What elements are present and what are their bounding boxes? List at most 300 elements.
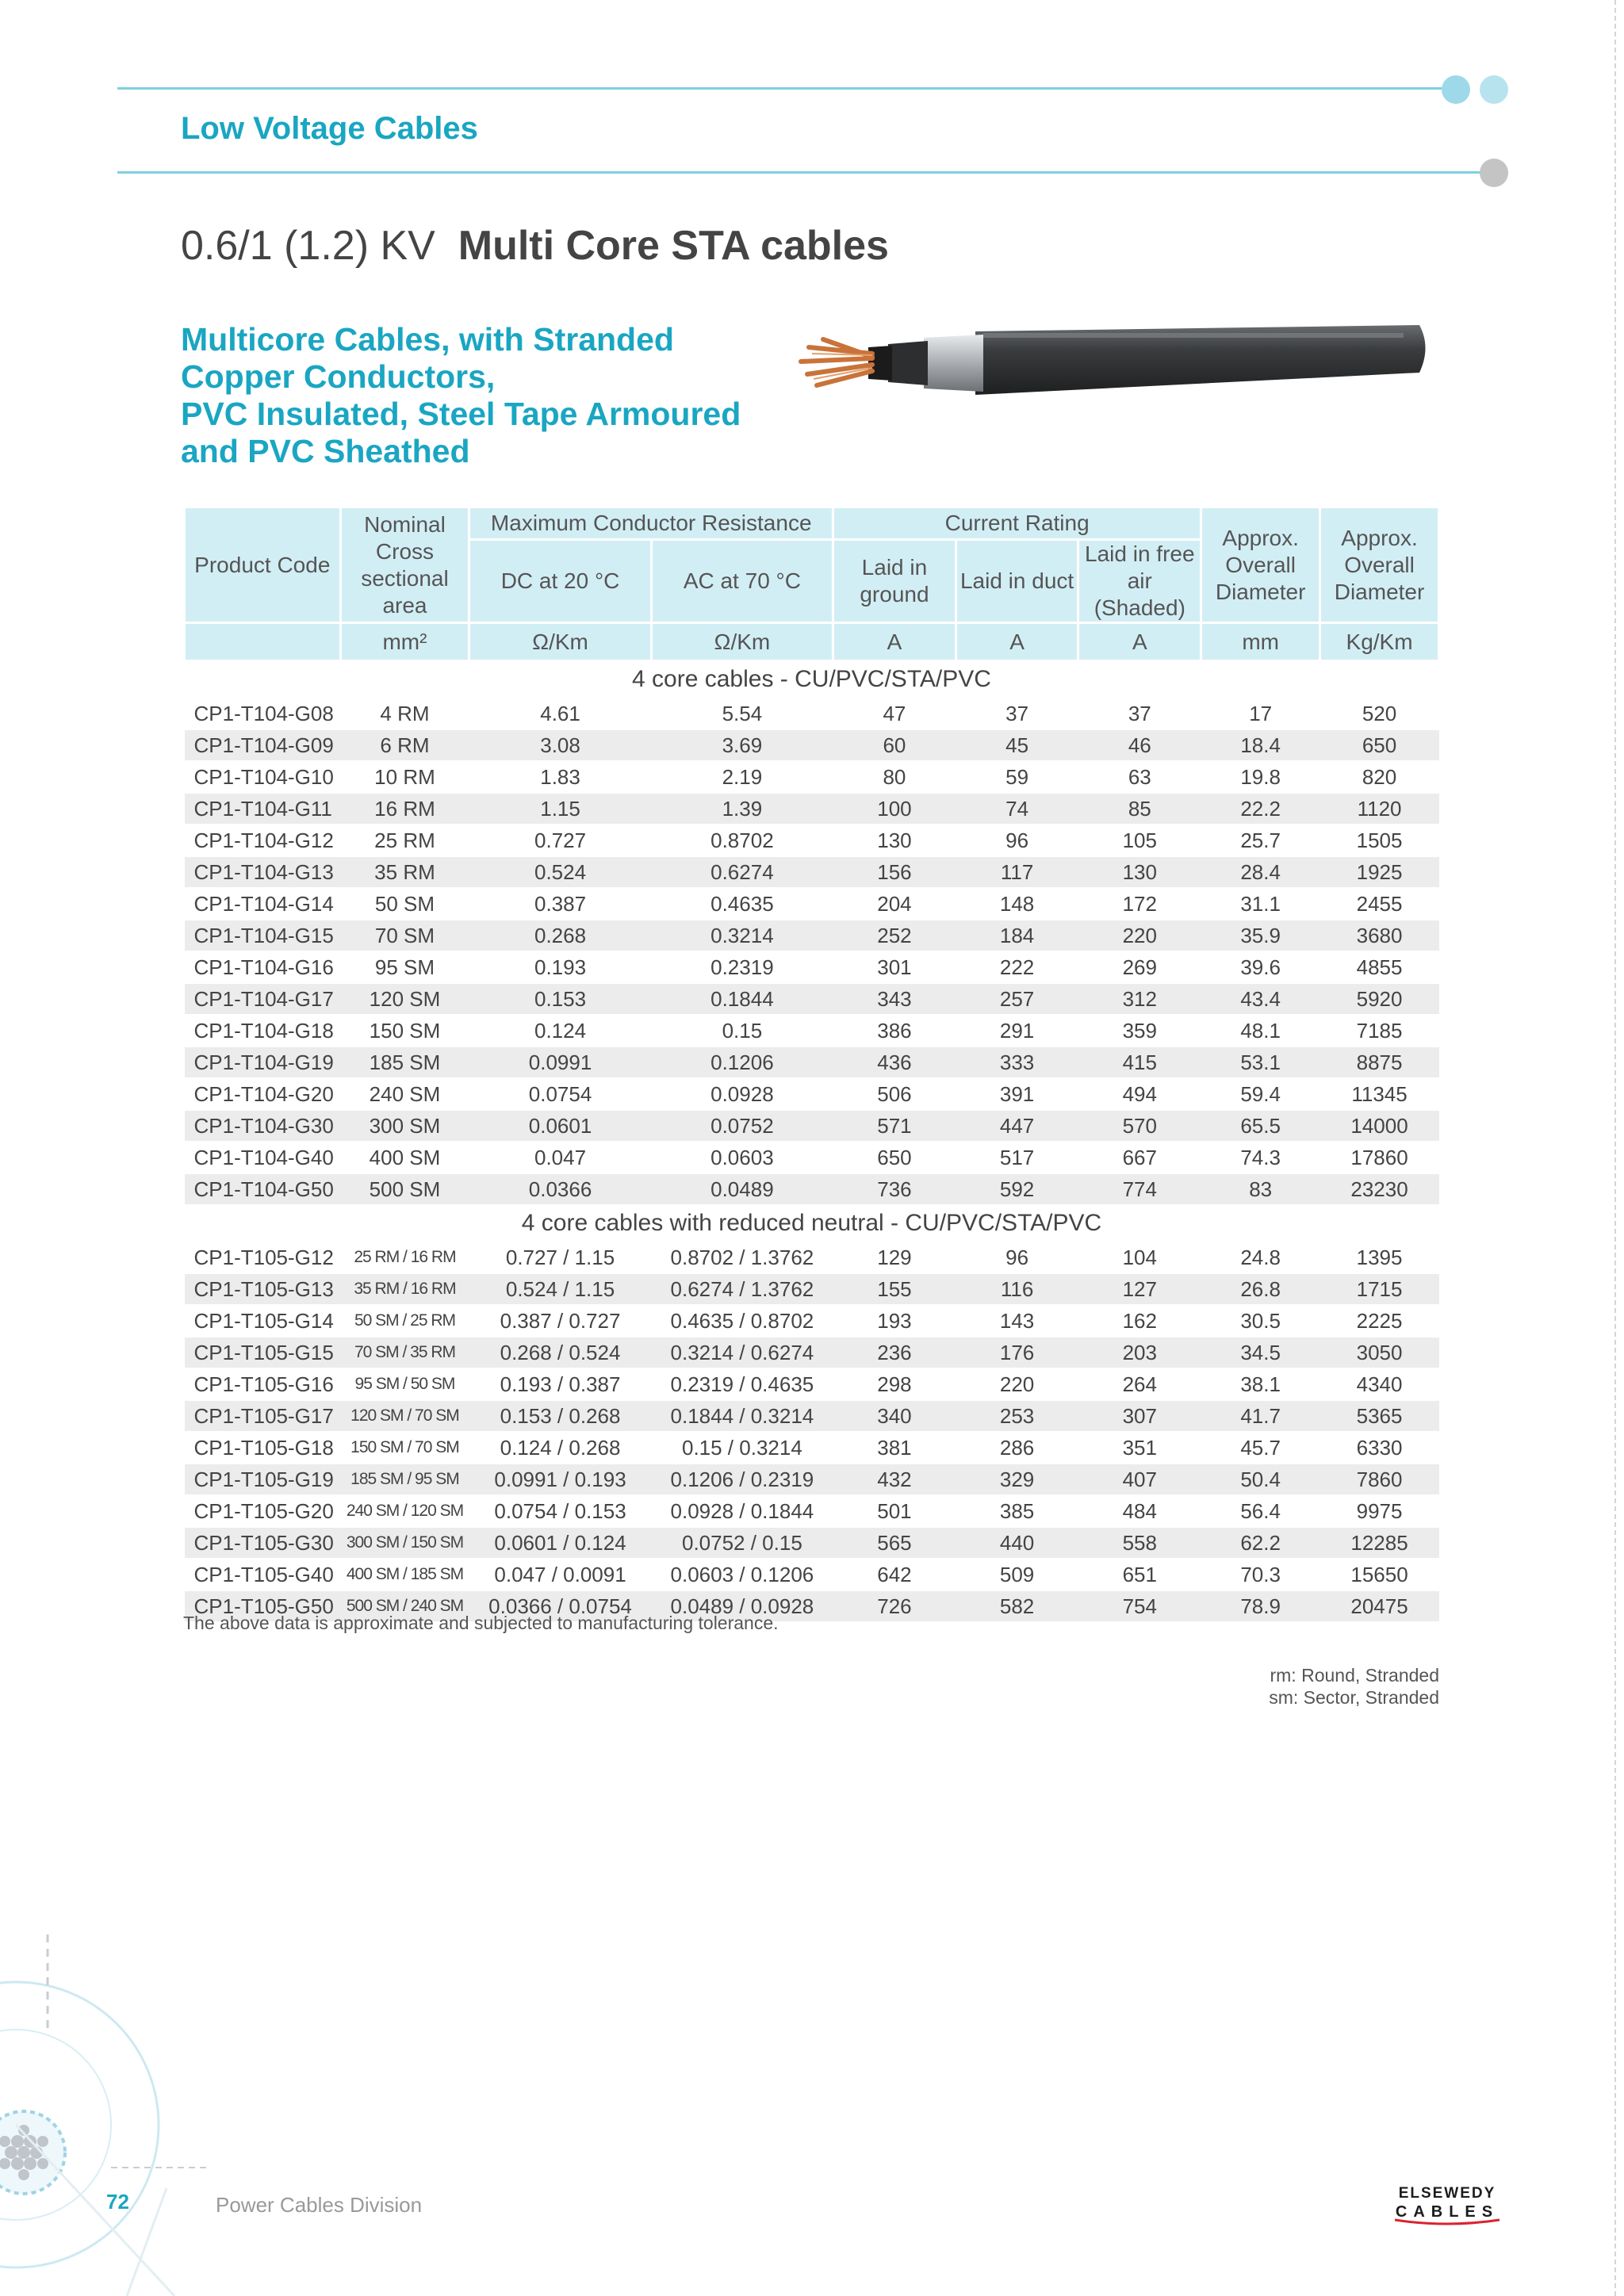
table-cell: CP1-T104-G19 (185, 1047, 341, 1078)
table-cell: 0.153 / 0.268 (469, 1400, 651, 1432)
table-cell: 0.153 (469, 983, 651, 1015)
unit-cell: Ω/Km (469, 623, 651, 661)
table-cell: 150 SM (340, 1015, 469, 1047)
table-cell: CP1-T105-G17 (185, 1400, 341, 1432)
table-row (185, 888, 1439, 920)
table-cell: 1.39 (651, 793, 833, 825)
table-cell: 0.3214 / 0.6274 (651, 1337, 833, 1368)
table-cell: 500 SM / 240 SM (340, 1590, 469, 1622)
table-cell: 63 (1078, 761, 1201, 793)
table-cell: 4340 (1320, 1368, 1439, 1400)
table-cell: 1715 (1320, 1273, 1439, 1305)
legend-item: sm: Sector, Stranded (1269, 1687, 1439, 1708)
table-cell: CP1-T105-G19 (185, 1464, 341, 1495)
table-cell: 0.193 (469, 951, 651, 983)
division-name: Power Cables Division (216, 2193, 423, 2217)
table-cell: 155 (833, 1273, 956, 1305)
table-cell: 2.19 (651, 761, 833, 793)
table-body (185, 661, 1439, 1623)
table-cell: 0.0752 (651, 1110, 833, 1142)
table-cell: 41.7 (1201, 1400, 1320, 1432)
table-cell: 96 (956, 1242, 1078, 1273)
table-cell: 172 (1078, 888, 1201, 920)
table-cell: 95 SM / 50 SM (340, 1368, 469, 1400)
table-cell: 0.0603 (651, 1142, 833, 1173)
section-heading-row (185, 1205, 1439, 1242)
table-cell: 500 SM (340, 1173, 469, 1205)
table-cell: 300 SM (340, 1110, 469, 1142)
table-cell: 329 (956, 1464, 1078, 1495)
table-cell: 650 (833, 1142, 956, 1173)
table-cell: 0.2319 / 0.4635 (651, 1368, 833, 1400)
logo-text-line1: ELSEWEDY (1398, 2185, 1496, 2202)
table-cell: 0.6274 (651, 856, 833, 888)
table-cell: 582 (956, 1590, 1078, 1622)
table-cell: 0.524 (469, 856, 651, 888)
table-cell: 59 (956, 761, 1078, 793)
table-cell: CP1-T105-G50 (185, 1590, 341, 1622)
table-cell: 116 (956, 1273, 1078, 1305)
table-row (185, 1464, 1439, 1495)
table-cell: 150 SM / 70 SM (340, 1432, 469, 1464)
unit-cell: mm (1201, 623, 1320, 661)
table-cell: 0.3214 (651, 920, 833, 951)
table-cell: 37 (1078, 698, 1201, 729)
table-row (185, 1173, 1439, 1205)
table-cell: 0.268 (469, 920, 651, 951)
table-cell: 0.6274 / 1.3762 (651, 1273, 833, 1305)
unit-product-code (185, 623, 341, 661)
table-cell: CP1-T104-G10 (185, 761, 341, 793)
table-cell: 35 RM / 16 RM (340, 1273, 469, 1305)
table-cell: 53.1 (1201, 1047, 1320, 1078)
table-cell: 0.4635 / 0.8702 (651, 1305, 833, 1337)
table-cell: 185 SM (340, 1047, 469, 1078)
section-heading: 4 core cables - CU/PVC/STA/PVC (185, 661, 1439, 698)
table-row (185, 793, 1439, 825)
header-dot (1442, 75, 1470, 104)
table-row (185, 951, 1439, 983)
table-cell: 10 RM (340, 761, 469, 793)
table-row (185, 729, 1439, 761)
table-cell: 193 (833, 1305, 956, 1337)
table-cell: 19.8 (1201, 761, 1320, 793)
table-cell: 517 (956, 1142, 1078, 1173)
table-cell: 264 (1078, 1368, 1201, 1400)
table-cell: 74 (956, 793, 1078, 825)
page-number: 72 (106, 2190, 129, 2214)
table-cell: 25 RM (340, 825, 469, 856)
table-row (185, 698, 1439, 729)
table-cell: 30.5 (1201, 1305, 1320, 1337)
table-cell: 4 RM (340, 698, 469, 729)
table-cell: 78.9 (1201, 1590, 1320, 1622)
table-cell: 0.387 / 0.727 (469, 1305, 651, 1337)
table-cell: 56.4 (1201, 1495, 1320, 1527)
table-cell: 667 (1078, 1142, 1201, 1173)
table-cell: 3680 (1320, 920, 1439, 951)
header-dot (1480, 75, 1508, 104)
table-cell: 46 (1078, 729, 1201, 761)
table-cell: 100 (833, 793, 956, 825)
table-cell: 117 (956, 856, 1078, 888)
table-cell: 2225 (1320, 1305, 1439, 1337)
table-cell: 307 (1078, 1400, 1201, 1432)
table-cell: 0.0928 (651, 1078, 833, 1110)
table-cell: 301 (833, 951, 956, 983)
table-cell: 0.0991 (469, 1047, 651, 1078)
table-cell: 1.83 (469, 761, 651, 793)
table-row (185, 856, 1439, 888)
table-row (185, 1368, 1439, 1400)
table-cell: 176 (956, 1337, 1078, 1368)
table-cell: 5920 (1320, 983, 1439, 1015)
table-cell: 820 (1320, 761, 1439, 793)
table-cell: 509 (956, 1559, 1078, 1590)
footer-circle-graphic (0, 1927, 222, 2296)
table-cell: 35 RM (340, 856, 469, 888)
table-cell: CP1-T104-G17 (185, 983, 341, 1015)
table-cell: CP1-T104-G18 (185, 1015, 341, 1047)
table-cell: 754 (1078, 1590, 1201, 1622)
table-cell: CP1-T104-G30 (185, 1110, 341, 1142)
table-cell: 204 (833, 888, 956, 920)
table-cell: 381 (833, 1432, 956, 1464)
section-heading-row (185, 661, 1439, 698)
table-cell: 359 (1078, 1015, 1201, 1047)
logo-text-line2: CABLES (1395, 2203, 1500, 2221)
table-cell: 592 (956, 1173, 1078, 1205)
table-cell: 22.2 (1201, 793, 1320, 825)
table-row (185, 1337, 1439, 1368)
table-cell: 0.0754 (469, 1078, 651, 1110)
table-cell: 0.524 / 1.15 (469, 1273, 651, 1305)
elsewedy-logo (1384, 2180, 1511, 2228)
header-dc: DC at 20 °C (469, 540, 651, 623)
description-line: PVC Insulated, Steel Tape Armoured (181, 396, 741, 432)
table-cell: 70 SM / 35 RM (340, 1337, 469, 1368)
page-title-bold: Multi Core STA cables (458, 223, 889, 269)
table-cell: 312 (1078, 983, 1201, 1015)
description-line: Multicore Cables, with Stranded (181, 321, 674, 358)
table-cell: 0.0366 / 0.0754 (469, 1590, 651, 1622)
table-cell: 4855 (1320, 951, 1439, 983)
table-cell: 0.0603 / 0.1206 (651, 1559, 833, 1590)
table-cell: 0.15 / 0.3214 (651, 1432, 833, 1464)
table-cell: 343 (833, 983, 956, 1015)
table-cell: 0.1206 / 0.2319 (651, 1464, 833, 1495)
table-cell: CP1-T104-G14 (185, 888, 341, 920)
table-cell: 28.4 (1201, 856, 1320, 888)
table-cell: 0.1206 (651, 1047, 833, 1078)
table-cell: 386 (833, 1015, 956, 1047)
table-cell: 2455 (1320, 888, 1439, 920)
unit-cell: A (833, 623, 956, 661)
table-cell: 5365 (1320, 1400, 1439, 1432)
table-cell: 0.0991 / 0.193 (469, 1464, 651, 1495)
table-cell: 501 (833, 1495, 956, 1527)
header-laid-air: Laid in free air (Shaded) (1078, 540, 1201, 623)
table-cell: 432 (833, 1464, 956, 1495)
table-cell: 0.124 (469, 1015, 651, 1047)
table-row (185, 825, 1439, 856)
table-cell: 333 (956, 1047, 1078, 1078)
table-cell: 774 (1078, 1173, 1201, 1205)
table-cell: 3.08 (469, 729, 651, 761)
table-cell: 340 (833, 1400, 956, 1432)
table-cell: 203 (1078, 1337, 1201, 1368)
table-cell: 130 (833, 825, 956, 856)
table-cell: 1505 (1320, 825, 1439, 856)
cable-spec-table (183, 506, 1440, 1623)
header-overall-diameter: Approx. Overall Diameter (1201, 507, 1320, 623)
table-cell: 407 (1078, 1464, 1201, 1495)
table-cell: 184 (956, 920, 1078, 951)
table-cell: 162 (1078, 1305, 1201, 1337)
table-cell: 120 SM (340, 983, 469, 1015)
tolerance-note: The above data is approximate and subjected to manufacturing tolerance. (183, 1613, 779, 1633)
table-cell: 95 SM (340, 951, 469, 983)
table-cell: 0.8702 / 1.3762 (651, 1242, 833, 1273)
table-cell: 17860 (1320, 1142, 1439, 1173)
table-cell: 12285 (1320, 1527, 1439, 1559)
header-dot-grey (1480, 159, 1508, 187)
page-title (181, 222, 889, 270)
table-cell: 391 (956, 1078, 1078, 1110)
table-cell: 127 (1078, 1273, 1201, 1305)
table-cell: 143 (956, 1305, 1078, 1337)
table-cell: 4.61 (469, 698, 651, 729)
table-cell: CP1-T104-G09 (185, 729, 341, 761)
table-cell: 0.268 / 0.524 (469, 1337, 651, 1368)
table-cell: 38.1 (1201, 1368, 1320, 1400)
table-cell: CP1-T104-G50 (185, 1173, 341, 1205)
table-cell: 35.9 (1201, 920, 1320, 951)
table-cell: 400 SM / 185 SM (340, 1559, 469, 1590)
table-cell: 300 SM / 150 SM (340, 1527, 469, 1559)
table-cell: CP1-T104-G08 (185, 698, 341, 729)
table-cell: 11345 (1320, 1078, 1439, 1110)
table-cell: 7860 (1320, 1464, 1439, 1495)
table-cell: CP1-T105-G18 (185, 1432, 341, 1464)
table-cell: 0.0489 (651, 1173, 833, 1205)
table-cell: 83 (1201, 1173, 1320, 1205)
table-row (185, 1432, 1439, 1464)
table-cell: 650 (1320, 729, 1439, 761)
table-cell: 236 (833, 1337, 956, 1368)
table-cell: 0.727 (469, 825, 651, 856)
table-cell: 726 (833, 1590, 956, 1622)
table-cell: CP1-T105-G12 (185, 1242, 341, 1273)
table-row (185, 1047, 1439, 1078)
table-cell: 0.4635 (651, 888, 833, 920)
table-cell: 558 (1078, 1527, 1201, 1559)
table-cell: 43.4 (1201, 983, 1320, 1015)
table-cell: 156 (833, 856, 956, 888)
table-cell: 65.5 (1201, 1110, 1320, 1142)
table-cell: 70.3 (1201, 1559, 1320, 1590)
right-margin-line (1614, 0, 1616, 2296)
table-cell: 0.124 / 0.268 (469, 1432, 651, 1464)
table-cell: 105 (1078, 825, 1201, 856)
table-cell: CP1-T104-G11 (185, 793, 341, 825)
table-cell: 651 (1078, 1559, 1201, 1590)
table-cell: 15650 (1320, 1559, 1439, 1590)
table-cell: 240 SM / 120 SM (340, 1495, 469, 1527)
table-cell: CP1-T104-G16 (185, 951, 341, 983)
table-cell: 220 (1078, 920, 1201, 951)
table-cell: 291 (956, 1015, 1078, 1047)
table-cell: 120 SM / 70 SM (340, 1400, 469, 1432)
header-laid-ground: Laid in ground (833, 540, 956, 623)
table-row (185, 920, 1439, 951)
table-cell: 565 (833, 1527, 956, 1559)
table-cell: 25.7 (1201, 825, 1320, 856)
table-cell: 0.047 (469, 1142, 651, 1173)
table-cell: 59.4 (1201, 1078, 1320, 1110)
table-row (185, 1078, 1439, 1110)
table-cell: CP1-T104-G40 (185, 1142, 341, 1173)
cable-description (181, 321, 741, 470)
table-cell: 0.0601 / 0.124 (469, 1527, 651, 1559)
section-heading: 4 core cables with reduced neutral - CU/PVC/STA/PVC (185, 1205, 1439, 1242)
table-cell: 85 (1078, 793, 1201, 825)
table-row (185, 1242, 1439, 1273)
table-cell: 17 (1201, 698, 1320, 729)
header-product-code: Product Code (185, 507, 341, 623)
unit-cell: A (956, 623, 1078, 661)
table-cell: 148 (956, 888, 1078, 920)
table-cell: 571 (833, 1110, 956, 1142)
table-row (185, 761, 1439, 793)
table-cell: CP1-T104-G20 (185, 1078, 341, 1110)
table-cell: 16 RM (340, 793, 469, 825)
table-cell: 506 (833, 1078, 956, 1110)
page-title-prefix: 0.6/1 (1.2) KV (181, 223, 435, 269)
table-cell: 5.54 (651, 698, 833, 729)
table-cell: 0.0489 / 0.0928 (651, 1590, 833, 1622)
header-current-rating: Current Rating (833, 507, 1201, 540)
cable-image (793, 309, 1435, 420)
table-cell: 45.7 (1201, 1432, 1320, 1464)
table-cell: 20475 (1320, 1590, 1439, 1622)
header-laid-duct: Laid in duct (956, 540, 1078, 623)
table-cell: 1395 (1320, 1242, 1439, 1273)
header-max-resistance: Maximum Conductor Resistance (469, 507, 833, 540)
table-cell: 37 (956, 698, 1078, 729)
table-cell: 185 SM / 95 SM (340, 1464, 469, 1495)
table-cell: 3050 (1320, 1337, 1439, 1368)
table-cell: 0.15 (651, 1015, 833, 1047)
table-row (185, 983, 1439, 1015)
table-cell: 0.0752 / 0.15 (651, 1527, 833, 1559)
table-row (185, 1400, 1439, 1432)
table-cell: 0.0601 (469, 1110, 651, 1142)
table-cell: 222 (956, 951, 1078, 983)
table-cell: 220 (956, 1368, 1078, 1400)
table-cell: 0.2319 (651, 951, 833, 983)
table-cell: 298 (833, 1368, 956, 1400)
table-cell: 0.047 / 0.0091 (469, 1559, 651, 1590)
table-cell: 25 RM / 16 RM (340, 1242, 469, 1273)
table-cell: 440 (956, 1527, 1078, 1559)
table-cell: 18.4 (1201, 729, 1320, 761)
table-cell: 26.8 (1201, 1273, 1320, 1305)
table-cell: 1.15 (469, 793, 651, 825)
table-cell: 494 (1078, 1078, 1201, 1110)
table-cell: 240 SM (340, 1078, 469, 1110)
table-cell: CP1-T104-G12 (185, 825, 341, 856)
table-cell: 96 (956, 825, 1078, 856)
table-cell: 0.1844 / 0.3214 (651, 1400, 833, 1432)
table-cell: 0.0928 / 0.1844 (651, 1495, 833, 1527)
unit-cell: A (1078, 623, 1201, 661)
table-row (185, 1142, 1439, 1173)
table-cell: 400 SM (340, 1142, 469, 1173)
table-cell: 130 (1078, 856, 1201, 888)
table-cell: 39.6 (1201, 951, 1320, 983)
legend-item: rm: Round, Stranded (1270, 1665, 1439, 1686)
table-cell: 484 (1078, 1495, 1201, 1527)
table-cell: 34.5 (1201, 1337, 1320, 1368)
table-cell: 9975 (1320, 1495, 1439, 1527)
table-cell: 286 (956, 1432, 1078, 1464)
unit-cell: Ω/Km (651, 623, 833, 661)
table-cell: 736 (833, 1173, 956, 1205)
table-cell: 436 (833, 1047, 956, 1078)
table-row (185, 1110, 1439, 1142)
description-line: Copper Conductors, (181, 358, 496, 395)
table-cell: 385 (956, 1495, 1078, 1527)
table-cell: 62.2 (1201, 1527, 1320, 1559)
table-cell: 50 SM (340, 888, 469, 920)
unit-cell: Kg/Km (1320, 623, 1439, 661)
header-ac: AC at 70 °C (651, 540, 833, 623)
table-cell: 1120 (1320, 793, 1439, 825)
table-cell: 0.193 / 0.387 (469, 1368, 651, 1400)
table-cell: 6330 (1320, 1432, 1439, 1464)
table-cell: 253 (956, 1400, 1078, 1432)
table-cell: 0.1844 (651, 983, 833, 1015)
table-cell: 8875 (1320, 1047, 1439, 1078)
table-cell: 45 (956, 729, 1078, 761)
table-cell: CP1-T104-G13 (185, 856, 341, 888)
table-cell: 48.1 (1201, 1015, 1320, 1047)
table-cell: 351 (1078, 1432, 1201, 1464)
table-cell: 0.727 / 1.15 (469, 1242, 651, 1273)
table-cell: 252 (833, 920, 956, 951)
table-cell: 0.387 (469, 888, 651, 920)
table-row (185, 1559, 1439, 1590)
table-cell: 0.8702 (651, 825, 833, 856)
table-cell: 7185 (1320, 1015, 1439, 1047)
table-cell: 6 RM (340, 729, 469, 761)
table-cell: 1925 (1320, 856, 1439, 888)
table-cell: CP1-T105-G30 (185, 1527, 341, 1559)
table-cell: 447 (956, 1110, 1078, 1142)
table-cell: 0.0754 / 0.153 (469, 1495, 651, 1527)
table-cell: 50.4 (1201, 1464, 1320, 1495)
table-cell: 104 (1078, 1242, 1201, 1273)
table-cell: CP1-T104-G15 (185, 920, 341, 951)
section-title: Low Voltage Cables (181, 111, 478, 146)
table-cell: 520 (1320, 698, 1439, 729)
table-cell: CP1-T105-G16 (185, 1368, 341, 1400)
header-rule-bottom (117, 171, 1481, 174)
table-cell: 24.8 (1201, 1242, 1320, 1273)
table-cell: 23230 (1320, 1173, 1439, 1205)
header-overall-weight: Approx. Overall Diameter (1320, 507, 1439, 623)
